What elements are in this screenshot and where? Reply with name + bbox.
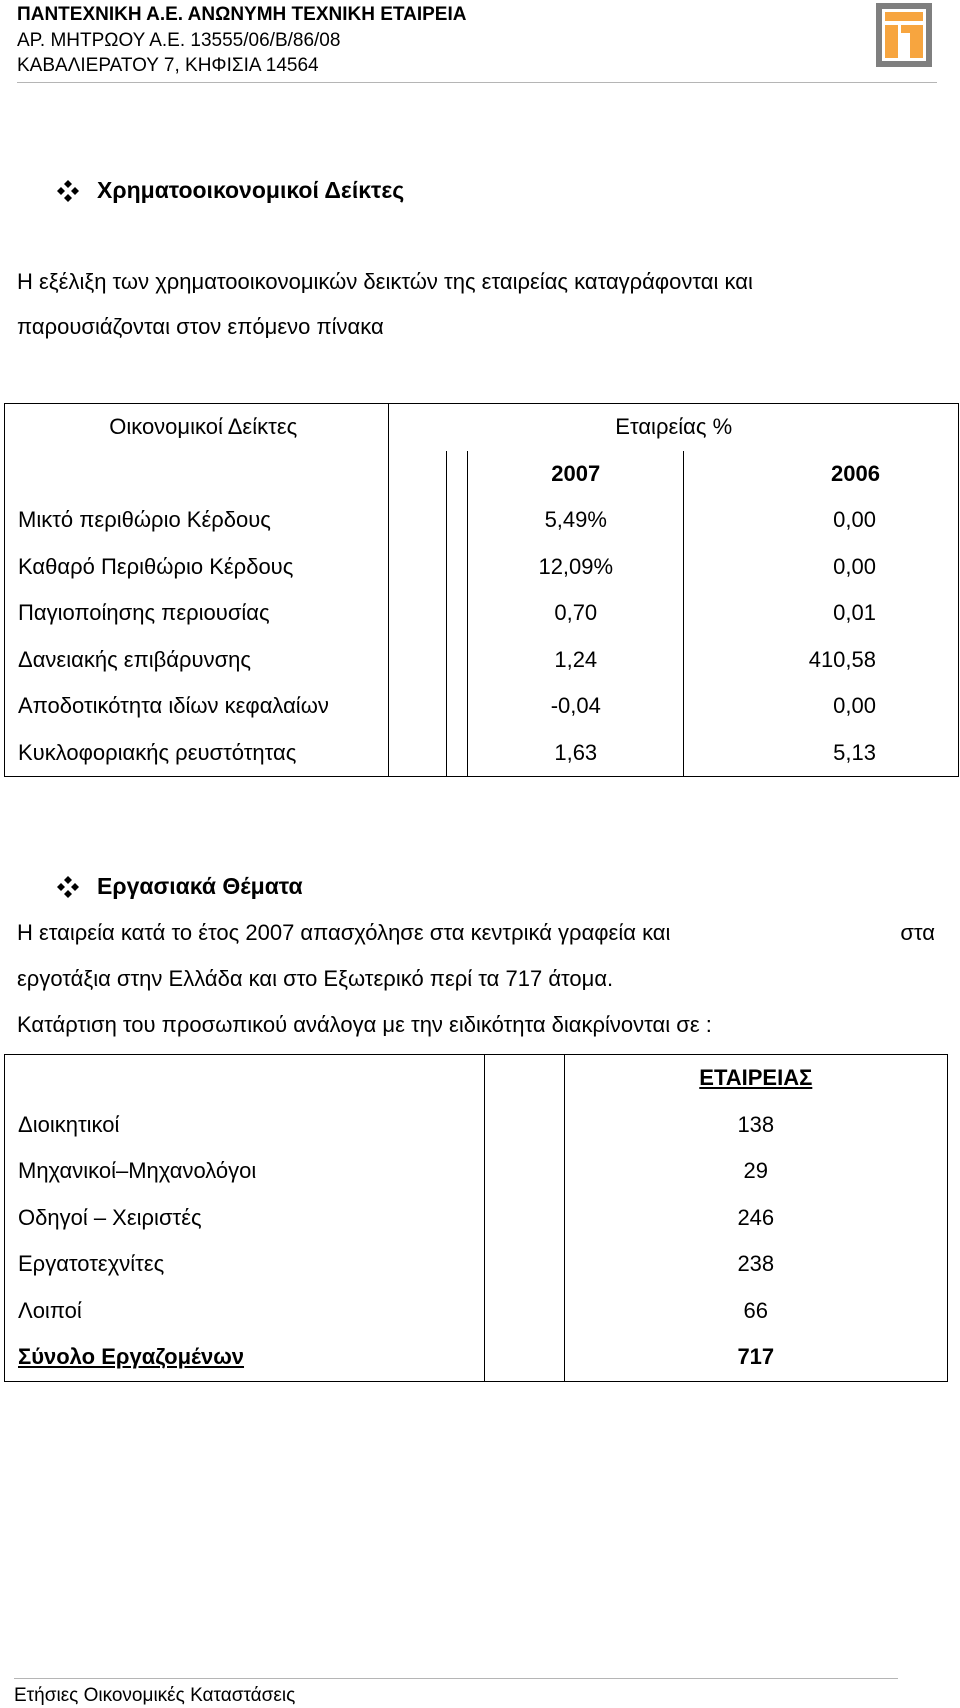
labour-line-2: εργοτάξια στην Ελλάδα και στο Εξωτερικό περί τα 717 άτομα. [17,966,614,991]
column-header: ΕΤΑΙΡΕΙΑΣ [564,1055,947,1102]
section-title-text: Χρηματοοικονομικοί Δείκτες [97,177,405,203]
total-value: 717 [564,1334,947,1381]
diamond-bullet-icon [57,876,79,898]
financial-ratios-table [4,403,959,777]
section-title-financial-ratios [57,176,517,206]
labour-line-1: Η εταιρεία κατά το έτος 2007 απασχόλησε στα κεντρικά γραφεία και στα [17,920,935,945]
intro-line-2: παρουσιάζονται στον επόμενο πίνακα [17,314,384,339]
footer-text: Ετήσιες Οικονομικές Καταστάσεις [14,1685,296,1706]
group-header: Εταιρείας % [389,404,959,451]
registry-number: ΑΡ. ΜΗΤΡΩΟΥ Α.Ε. 13555/06/Β/86/08 [17,30,341,51]
company-address: ΚΑΒΑΛΙΕΡΑΤΟΥ 7, ΚΗΦΙΣΙΑ 14564 [17,55,319,76]
section-title-text: Εργασιακά Θέματα [97,873,303,899]
year-2006: 2006 [684,451,959,498]
table-header-row [5,1055,948,1102]
table-row: Μηχανικοί–Μηχανολόγοι 29 [5,1148,948,1195]
section-title-labour-issues [57,872,397,902]
year-2007: 2007 [468,451,684,498]
years-row [5,451,959,498]
labour-line-3: Κατάρτιση του προσωπικού ανάλογα με την ειδικότητα διακρίνονται σε : [17,1012,712,1037]
total-label: Σύνολο Εργαζομένων [5,1334,485,1381]
intro-line-1: Η εξέλιξη των χρηματοοικονομικών δεικτών της εταιρείας καταγράφονται και [17,269,753,294]
column-header: Οικονομικοί Δείκτες [5,404,389,451]
table-row: Μικτό περιθώριο Κέρδους 5,49% 0,00 [5,497,959,544]
company-logo [876,3,932,67]
table-row: Εργατοτεχνίτες 238 [5,1241,948,1288]
table-row: Διοικητικοί 138 [5,1102,948,1149]
page-footer [14,1678,898,1706]
table-header-row [5,404,959,451]
page-header [17,0,937,83]
table-row: Λοιποί 66 [5,1288,948,1335]
table-row: Καθαρό Περιθώριο Κέρδους 12,09% 0,00 [5,544,959,591]
table-row: Παγιοποίησης περιουσίας 0,70 0,01 [5,590,959,637]
staff-table [4,1054,948,1382]
table-row: Οδηγοί – Χειριστές 246 [5,1195,948,1242]
table-row: Δανειακής επιβάρυνσης 1,24 410,58 [5,637,959,684]
total-row [5,1334,948,1381]
diamond-bullet-icon [57,180,79,202]
company-name: ΠΑΝΤΕΧΝΙΚΗ Α.Ε. ΑΝΩΝΥΜΗ ΤΕΧΝΙΚΗ ΕΤΑΙΡΕΙΑ [17,4,467,25]
table-row: Αποδοτικότητα ιδίων κεφαλαίων -0,04 0,00 [5,683,959,730]
table-row: Κυκλοφοριακής ρευστότητας 1,63 5,13 [5,730,959,777]
